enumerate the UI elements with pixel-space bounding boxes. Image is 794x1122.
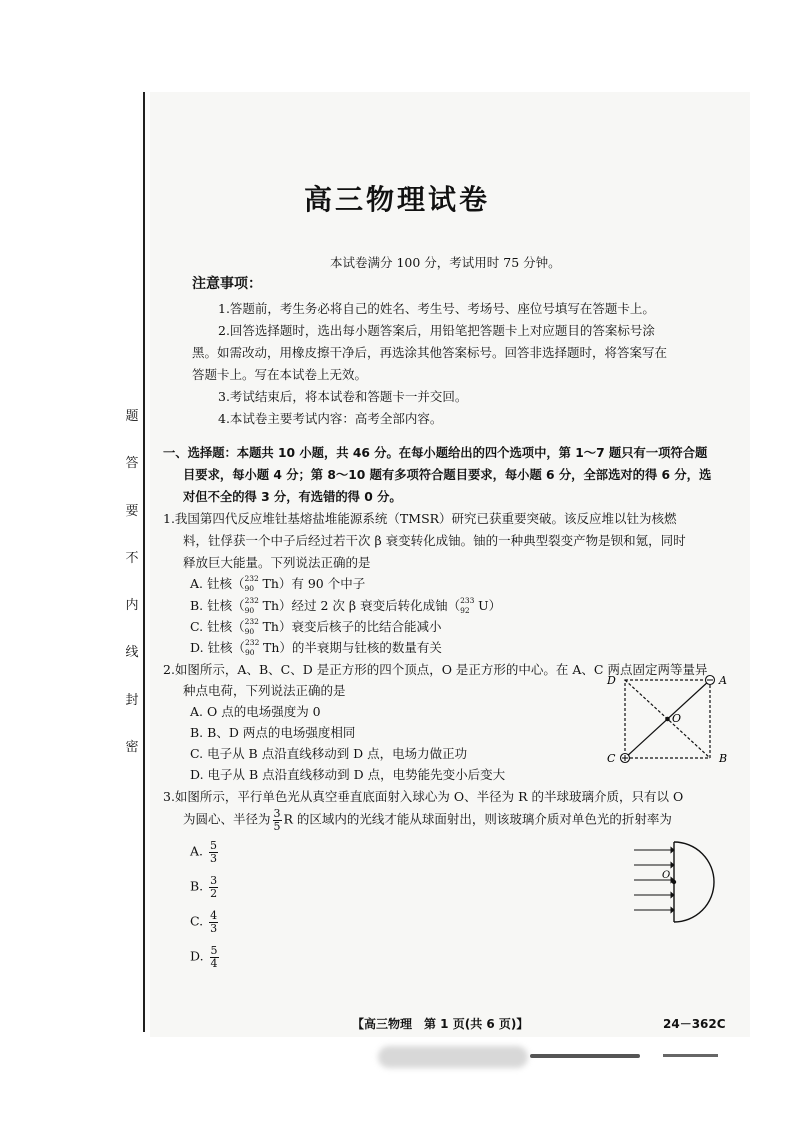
q1-stem: 料，钍俘获一个中子后经过若干次 β 衰变转化成铀。铀的一种典型裂变产物是钡和氪，同时: [183, 533, 686, 548]
nuclide-u: [460, 595, 478, 615]
seal-char: 要: [125, 503, 139, 519]
option-fraction: [209, 875, 218, 899]
mass-number: 232: [245, 637, 260, 647]
numerator: 5: [210, 944, 218, 957]
seal-char: 线: [125, 645, 139, 661]
charge-number: 90: [244, 626, 255, 636]
notes-heading: 注意事项：: [192, 276, 262, 292]
charge-number: 92: [460, 605, 470, 615]
scan-smudge: [378, 1046, 528, 1068]
nuclide-th: [244, 595, 263, 615]
option-text: ）的半衰期与钍核的数量有关: [279, 640, 442, 655]
exam-subtitle: 本试卷满分 100 分，考试用时 75 分钟。: [330, 255, 561, 270]
element-symbol: Th: [263, 640, 280, 655]
mass-number: 233: [460, 595, 475, 605]
note-line: 答题卡上。写在本试卷上无效。: [192, 367, 368, 382]
page-footer: 【高三物理 第 1 页(共 6 页)】: [352, 1017, 529, 1031]
q3-option-a: [190, 840, 220, 864]
seal-char: 不: [125, 550, 139, 566]
label-d: D: [607, 674, 616, 687]
q1-stem: 释放巨大能量。下列说法正确的是: [183, 555, 371, 570]
seal-char: 密: [125, 739, 139, 755]
option-label: A.: [190, 843, 204, 859]
label-c: C: [607, 752, 616, 765]
center-o: [672, 880, 676, 884]
stem-text: R 的区域内的光线才能从球面射出，则该玻璃介质对单色光的折射率为: [283, 811, 672, 827]
q2-option-a: A. O 点的电场强度为 0: [190, 704, 321, 719]
q1-stem: 1.我国第四代反应堆钍基熔盐堆能源系统（TMSR）研究已获重要突破。该反应堆以钍为核燃: [163, 511, 677, 526]
scan-mark: [530, 1054, 640, 1058]
scan-mark: [663, 1054, 718, 1057]
exam-code: 24－362C: [663, 1017, 726, 1031]
q2-stem: 2.如图所示，A、B、C、D 是正方形的四个顶点，O 是正方形的中心。在 A、C 两点固定两等量异: [163, 662, 708, 677]
q2-option-c: C. 电子从 B 点沿直线移动到 D 点，电场力做正功: [190, 746, 468, 761]
option-text: ）有 90 个中子: [278, 576, 366, 591]
q1-option-b: [190, 596, 501, 614]
mass-number: 232: [244, 595, 259, 605]
seal-char: 题: [125, 409, 139, 424]
element-symbol: Th: [262, 576, 279, 591]
option-text: B. 钍核（: [190, 598, 245, 613]
spherical-surface: [674, 842, 714, 922]
option-label: B.: [190, 878, 204, 894]
option-label: D.: [190, 948, 204, 964]
label-a: A: [719, 674, 727, 687]
note-line: 4.本试卷主要考试内容：高考全部内容。: [218, 411, 443, 426]
square-charge-diagram: [600, 670, 740, 770]
option-fraction: [209, 910, 218, 934]
denominator: 4: [210, 956, 218, 970]
numerator: 3: [210, 874, 218, 887]
nuclide-th: [245, 637, 263, 657]
numerator: 3: [273, 807, 281, 820]
hemisphere-diagram: [632, 838, 732, 928]
denominator: 3: [210, 851, 217, 865]
option-label: C.: [190, 913, 204, 929]
label-o: O: [662, 870, 671, 881]
page-title: 高三物理试卷: [303, 183, 490, 216]
option-text: A. 钍核（: [190, 576, 245, 591]
seal-text: [122, 405, 142, 755]
q3-stem-2: [183, 808, 672, 832]
option-text: C. 钍核（: [190, 619, 245, 634]
mass-number: 232: [244, 616, 259, 626]
q2-option-b: B. B、D 两点的电场强度相同: [190, 725, 356, 740]
section-heading-line: 目要求，每小题 4 分；第 8～10 题有多项符合题目要求，每小题 6 分，全部选对的得 6 分，选: [183, 468, 712, 482]
charge-number: 90: [245, 647, 255, 657]
seal-char: 答: [125, 456, 139, 472]
charge-number: 90: [244, 605, 255, 615]
nuclide-th: [244, 616, 263, 636]
numerator: 4: [210, 909, 218, 922]
option-fraction: [209, 840, 218, 864]
q1-option-d: [190, 638, 442, 656]
charge-number: 90: [244, 583, 255, 593]
denominator: 5: [273, 819, 281, 833]
label-b: B: [719, 752, 728, 765]
q3-option-d: [190, 945, 221, 969]
element-symbol: Th: [262, 598, 280, 613]
option-text: ）衰变后核子的比结合能减小: [278, 619, 442, 634]
q2-option-d: D. 电子从 B 点沿直线移动到 D 点，电势能先变小后变大: [190, 767, 506, 782]
element-symbol: Th: [262, 619, 279, 634]
q3-option-b: [190, 875, 220, 899]
q2-stem: 种点电荷，下列说法正确的是: [183, 683, 346, 698]
point-o: [665, 717, 670, 722]
section-heading: 一、选择题：本题共 10 小题，共 46 分。在每小题给出的四个选项中，第 1～7 题只有一项符合题: [163, 446, 708, 460]
option-text: ）经过 2 次 β 衰变后转化成铀（: [279, 598, 461, 613]
note-line: 2.回答选择题时，选出每小题答案后，用铅笔把答题卡上对应题目的答案标号涂: [218, 323, 655, 338]
note-line: 黑。如需改动，用橡皮擦干净后，再选涂其他答案标号。回答非选择题时，将答案写在: [192, 345, 668, 360]
nuclide-th: [244, 573, 262, 593]
option-text: D. 钍核（: [190, 640, 246, 655]
section-heading-line: 对但不全的得 3 分，有选错的得 0 分。: [183, 490, 402, 504]
stem-text: 为圆心、半径为: [183, 811, 271, 827]
denominator: 2: [210, 886, 218, 900]
note-line: 1.答题前，考生务必将自己的姓名、考生号、考场号、座位号填写在答题卡上。: [218, 301, 655, 316]
seal-char: 内: [125, 598, 139, 614]
q3-stem: 3.如图所示，平行单色光从真空垂直底面射入球心为 O、半径为 R 的半球玻璃介质，只有以 O: [163, 789, 684, 804]
fraction-three-fifths: [273, 808, 282, 832]
note-line: 3.考试结束后，将本试卷和答题卡一并交回。: [218, 389, 468, 404]
q1-option-a: [190, 574, 365, 592]
seal-char: 封: [125, 692, 139, 708]
q1-option-c: [190, 617, 441, 635]
mass-number: 232: [244, 573, 259, 583]
element-symbol: U: [478, 598, 489, 613]
binding-line: [143, 92, 145, 1032]
denominator: 3: [210, 921, 218, 935]
label-o: O: [672, 712, 682, 725]
numerator: 5: [210, 839, 217, 852]
q3-option-c: [190, 910, 220, 934]
option-text: ）: [488, 598, 502, 613]
option-fraction: [210, 945, 219, 969]
